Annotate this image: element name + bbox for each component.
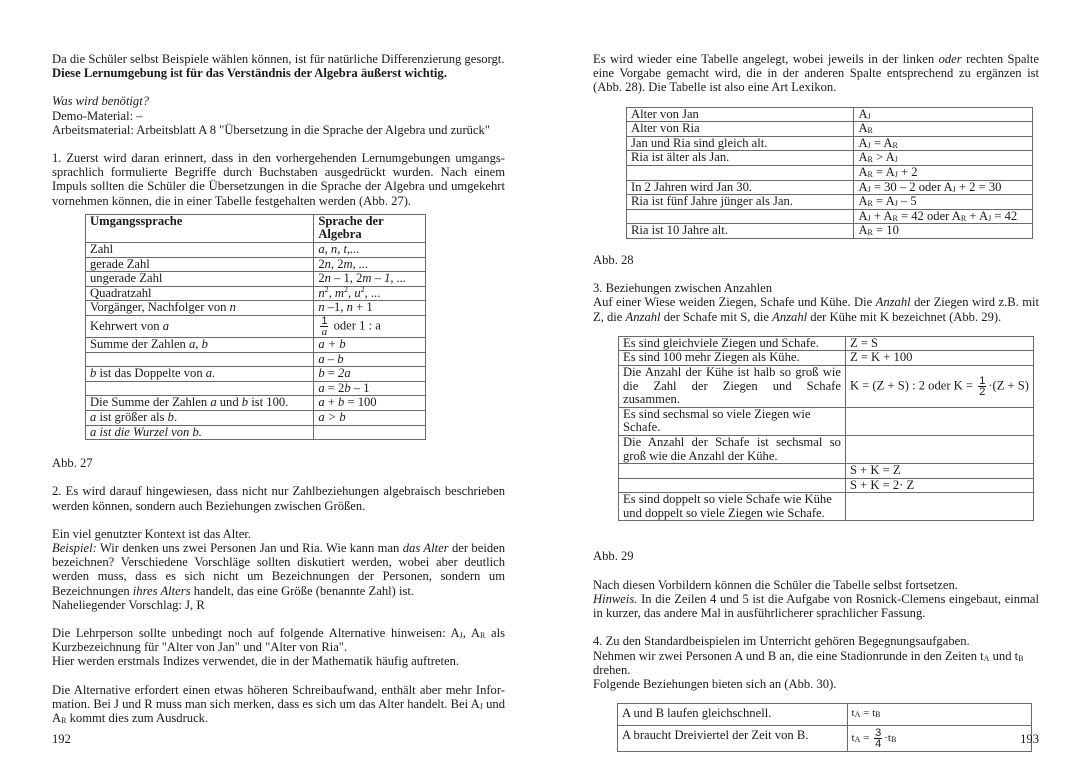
table-cell: $t_A = t_B$ (847, 704, 1031, 726)
table-cell: $n^2$, $m^2$, $u^2$, ... (314, 286, 426, 301)
table-cell: S + K = 2· Z (845, 478, 1033, 493)
table-cell (314, 425, 426, 440)
hint-label: Hinweis. (593, 591, 638, 606)
table-cell: Die Anzahl der Schafe ist sechsmal so groß wie die Anzahl der Kühe. (619, 435, 846, 463)
table-row (86, 396, 426, 411)
table-abb-29 (618, 336, 1034, 522)
teacher-paragraph: Die Lehrperson sollte unbedingt noch auf folgende Alternative hinweisen: $A_J$, $A_R$ als Kurzbezeichnung für "Alter von Jan" und "Alter von Ria". (52, 625, 506, 655)
fraction-3-over-4: $\frac{3}{4}$ (875, 727, 882, 751)
table-cell: Alter von Jan (627, 107, 854, 122)
table-cell (86, 352, 314, 367)
context-line: Ein viel genutzter Kontext ist das Alter. (52, 526, 252, 541)
example-text: Wir denken uns zwei Personen Jan und Ria. Wie kann man (99, 540, 400, 555)
table-cell: $A_R = 10$ (854, 224, 1033, 239)
table-row (627, 224, 1033, 239)
right-page (593, 0, 1039, 770)
table-cell: A und B laufen gleichschnell. (618, 704, 848, 726)
table-cell: a + b (314, 337, 426, 352)
table-header-row (86, 214, 426, 242)
table-row (86, 315, 426, 337)
table-cell (845, 493, 1033, 521)
example-text: handelt, das eine Größe (benannte Zahl) ist. (193, 583, 414, 598)
table-cell: Jan und Ria sind gleich alt. (627, 136, 854, 151)
table-cell: $A_R = A_J + 2$ (854, 165, 1033, 180)
section-emphasis: Anzahl (875, 295, 911, 310)
table-row (627, 180, 1033, 195)
table-cell: b ist das Doppelte von a. (86, 367, 314, 382)
example-text: der beiden bezeichnen? Verschiedene Vorschläge sollten diskutiert werden, wobei aber deutlich werden muss, dass es sich nicht um Bezeichnungen der Personen, sondern um Bezeichnungen (52, 540, 505, 598)
table-cell (619, 464, 846, 479)
table-cell: Zahl (86, 243, 314, 258)
table-cell: $A_R = A_J - 5$ (854, 195, 1033, 210)
table-cell: Die Anzahl der Kühe ist halb so groß wie die Zahl der Ziegen und Schafe zusammen. (619, 365, 846, 407)
table-cell (627, 209, 854, 224)
table-abb-30 (617, 703, 1032, 752)
table-cell: a – b (314, 352, 426, 367)
alternative-paragraph: Die Alternative erfordert einen etwas höheren Schreibaufwand, enthält aber mehr Infor-mation. Bei J und R muss man sich merken, dass es sich um das Alter handelt. Bei $A_J$ und $A_R$ kommt dies zum Ausdruck. (52, 682, 505, 725)
table-cell: $A_J = 30 - 2$ oder $A_J + 2 = 30$ (854, 180, 1033, 195)
table-cell: $t_A$ = $\frac{3}{4}$ $\cdot t_B$ (847, 726, 1031, 752)
section-4-followup: Folgende Beziehungen bieten sich an (Abb. 30). (593, 676, 837, 691)
table-row (627, 107, 1033, 122)
suggestion-line: Naheliegender Vorschlag: J, R (52, 597, 205, 612)
table-cell: In 2 Jahren wird Jan 30. (627, 180, 854, 195)
table-row (86, 352, 426, 367)
section-text: der Schafe mit S, die (663, 309, 769, 324)
table-row (627, 165, 1033, 180)
table-cell: ungerade Zahl (86, 272, 314, 287)
alternative-text: Die Alternative erfordert einen etwas höheren Schreibaufwand, enthält aber mehr Infor-mation. Bei J und R muss man sich merken, dass es sich um das Alter handelt. Bei A (52, 682, 505, 711)
section-text: Nehmen wir zwei Personen A und B an, die eine Stadionrunde in den Zeiten t (593, 648, 984, 663)
indices-line: Hier werden erstmals Indizes verwendet, die in der Mathematik häufig auftreten. (52, 654, 460, 669)
table-cell: Vorgänger, Nachfolger von n (86, 301, 314, 316)
table-row (627, 209, 1033, 224)
table-row (618, 726, 1032, 752)
work-material: Arbeitsmaterial: Arbeitsblatt A 8 "Übersetzung in die Sprache der Algebra und zurück" (52, 122, 490, 137)
section-text: der Kühe mit K bezeichnet (Abb. 29). (810, 309, 1002, 324)
table-cell: $\frac{1}{a}$ oder 1 : a (314, 315, 426, 337)
paragraph-2: 2. Es wird darauf hingewiesen, dass nicht nur Zahlbeziehungen algebraisch beschrieben werden können, sondern auch Beziehungen zwischen Größen. (52, 484, 505, 513)
follow-line: Nach diesen Vorbildern können die Schüler die Tabelle selbst fortsetzen. (593, 577, 958, 592)
table-cell (845, 407, 1033, 435)
table-row (619, 493, 1034, 521)
page-number-right: 193 (1020, 732, 1039, 746)
table-row (86, 410, 426, 425)
teacher-text: Die Lehrperson sollte unbedingt noch auf folgende Alternative hinweisen: A (52, 625, 460, 640)
intro-text: rechten Spalte eine Vorgabe gemacht wird, die in der anderen Spalte entsprechend zu ergänzen ist (Abb. 28). Die Tabelle ist also eine Art Lexikon. (593, 52, 1039, 95)
section-4-text: Nehmen wir zwei Personen A und B an, die eine Stadionrunde in den Zeiten $t_A$ und $t_B$ drehen. (593, 648, 1024, 677)
table-cell: a > b (314, 410, 426, 425)
table-cell: Z = K + 100 (845, 351, 1033, 366)
left-page (52, 0, 505, 770)
table-row (86, 381, 426, 396)
right-intro (593, 52, 1039, 95)
hint-text: In die Zeilen 4 und 5 ist die Aufgabe von Rosnick-Clemens eingebaut, einmal in kurzer, das andere Mal in ausführlicherer sprachlicher Fassung. (593, 591, 1039, 621)
hint-paragraph (593, 592, 1039, 620)
table-cell: K = (Z + S) : 2 oder K = $\frac{1}{2}$ ·(Z + S) (845, 365, 1033, 407)
table-row (619, 351, 1034, 366)
table-cell: Z = S (845, 336, 1033, 351)
table-cell (86, 381, 314, 396)
fraction-1-over-2: $\frac{1}{2}$ (979, 374, 986, 398)
table-row (86, 367, 426, 382)
table-cell: b = 2a (314, 367, 426, 382)
table-abb-27 (85, 214, 426, 440)
example-label: Beispiel: (52, 540, 97, 555)
table-cell: Es sind doppelt so viele Schafe wie Kühe und doppelt so viele Ziegen wie Schafe. (619, 493, 846, 521)
table-cell: Ria ist älter als Jan. (627, 151, 854, 166)
alternative-text: kommt dies zum Ausdruck. (69, 710, 209, 725)
table-cell: Ria ist 10 Jahre alt. (627, 224, 854, 239)
example-emphasis: ihres Alters (132, 583, 191, 598)
needed-heading: Was wird benötigt? (52, 94, 150, 109)
section-text: und t (992, 648, 1019, 663)
table-cell: Es sind gleichviele Ziegen und Schafe. (619, 336, 846, 351)
section-text: der Ziegen wird z.B. mit Z, die (593, 295, 1040, 324)
intro-emphasis: oder (938, 52, 962, 66)
table-row (627, 151, 1033, 166)
bold-statement: Diese Lernumgebung ist für das Verständnis der Algebra äußerst wichtig. (52, 66, 447, 81)
table-row (86, 425, 426, 440)
table-row (86, 243, 426, 258)
table-row (619, 435, 1034, 463)
section-emphasis: Anzahl (772, 309, 808, 324)
table-cell (619, 478, 846, 493)
table-cell: Summe der Zahlen a, b (86, 337, 314, 352)
table-row (627, 122, 1033, 137)
figure-caption-29: Abb. 29 (593, 549, 634, 564)
table-cell: $A_J + A_R = 42$ oder $A_R + A_J = 42$ (854, 209, 1033, 224)
table-cell: a, n, t,... (314, 243, 426, 258)
table-row (86, 337, 426, 352)
table-cell: 2n – 1, 2m – 1, ... (314, 272, 426, 287)
table-cell: Kehrwert von a (86, 315, 314, 337)
demo-material: Demo-Material: – (52, 108, 143, 123)
table-cell: $A_J = A_R$ (854, 136, 1033, 151)
table-cell: n –1, n + 1 (314, 301, 426, 316)
table-row (619, 478, 1034, 493)
table-row (86, 301, 426, 316)
intro-line: Da die Schüler selbst Beispiele wählen können, ist für natürliche Differenzierung gesorgt. (52, 52, 505, 66)
table-header-cell: Umgangssprache (86, 214, 314, 242)
table-row (618, 704, 1032, 726)
table-abb-28 (626, 107, 1033, 239)
section-emphasis: Anzahl (625, 309, 661, 324)
table-cell: a = 2b – 1 (314, 381, 426, 396)
example-emphasis: das Alter (402, 540, 449, 555)
table-header-cell: Sprache der Algebra (314, 214, 426, 242)
table-row (86, 257, 426, 272)
table-cell: Ria ist fünf Jahre jünger als Jan. (627, 195, 854, 210)
table-cell: $A_J$ (854, 107, 1033, 122)
table-cell: Es sind sechsmal so viele Ziegen wie Schafe. (619, 407, 846, 435)
example-paragraph (52, 541, 505, 598)
section-text: Auf einer Wiese weiden Ziegen, Schafe und Kühe. Die (593, 295, 873, 310)
section-text: drehen. (593, 662, 631, 677)
section-3-text (593, 295, 1039, 323)
table-row (619, 464, 1034, 479)
fraction-1-over-a: $\frac{1}{a}$ (321, 314, 328, 338)
section-4-title: 4. Zu den Standardbeispielen im Unterricht gehören Begegnungsaufgaben. (593, 634, 970, 649)
table-cell: a ist größer als b. (86, 410, 314, 425)
table-cell: Es sind 100 mehr Ziegen als Kühe. (619, 351, 846, 366)
page-number-left: 192 (52, 732, 71, 746)
table-cell (845, 435, 1033, 463)
table-cell: $A_R > A_J$ (854, 151, 1033, 166)
table-cell: a ist die Wurzel von b. (86, 425, 314, 440)
table-cell: gerade Zahl (86, 257, 314, 272)
table-row (619, 407, 1034, 435)
table-cell: Quadratzahl (86, 286, 314, 301)
figure-caption-28: Abb. 28 (593, 252, 634, 267)
table-row (627, 136, 1033, 151)
table-cell (627, 165, 854, 180)
table-cell: Die Summe der Zahlen a und b ist 100. (86, 396, 314, 411)
table-row (86, 286, 426, 301)
table-row (619, 365, 1034, 407)
figure-caption-27: Abb. 27 (52, 456, 93, 471)
table-cell: 2n, 2m, ... (314, 257, 426, 272)
intro-text: Es wird wieder eine Tabelle angelegt, wobei jeweils in der linken (593, 52, 935, 66)
teacher-text: als Kurzbezeichnung für "Alter von Jan" und "Alter von Ria". (52, 625, 506, 655)
table-row (86, 272, 426, 287)
table-row (627, 195, 1033, 210)
table-row (619, 336, 1034, 351)
table-cell: a + b = 100 (314, 396, 426, 411)
table-cell: Alter von Ria (627, 122, 854, 137)
table-cell: $A_R$ (854, 122, 1033, 137)
table-cell: S + K = Z (845, 464, 1033, 479)
table-cell: A braucht Dreiviertel der Zeit von B. (618, 726, 848, 752)
section-3-title: 3. Beziehungen zwischen Anzahlen (593, 281, 773, 296)
paragraph-1: 1. Zuerst wird daran erinnert, dass in den vorhergehenden Lernumgebungen umgangs-sprachlich formulierte Begriffe durch Buchstaben ausgedrückt wurden. Nach einem Impuls sollten die Schüler die Übersetzungen in die Sprache der Algebra und umgekehrt vornehmen können, die in einer Tabelle festgehalten werden (Abb. 27). (52, 151, 505, 208)
